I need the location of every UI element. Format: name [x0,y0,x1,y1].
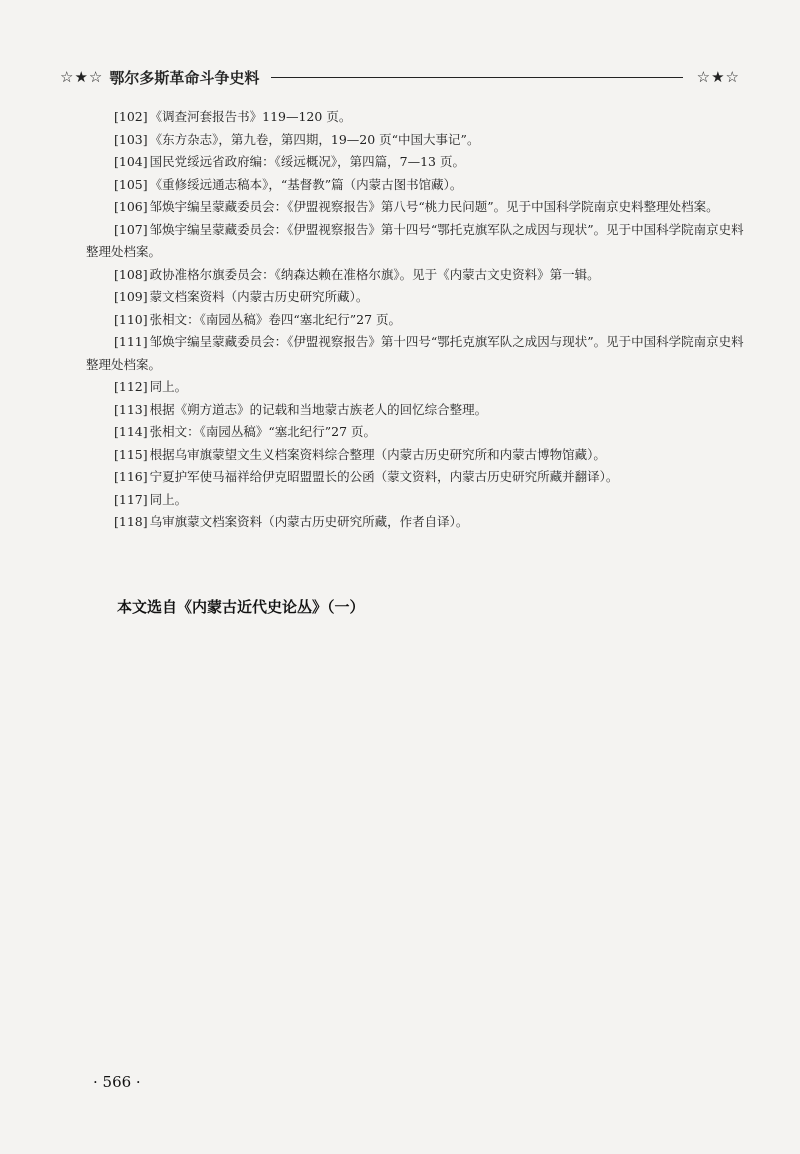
header-stars-left: ☆★☆ [60,68,104,86]
endnote-text: 张相文：《南园丛稿》卷四“塞北纪行”27 页。 [149,311,402,327]
endnote [86,399,746,422]
endnote [86,264,746,287]
endnotes-list [86,106,746,534]
endnote-text: 《调查河套报告书》119—120 页。 [149,109,352,124]
endnote-ref: [109] [114,289,148,304]
endnote-ref: [102] [114,109,148,124]
endnote-ref: [117] [114,491,148,507]
endnote-ref: [115] [114,446,148,462]
running-header [60,64,740,90]
header-title: 鄂尔多斯革命斗争史料 [109,68,260,87]
endnote-text: 国民党绥远省政府编：《绥远概况》，第四篇，7—13 页。 [149,154,465,169]
endnote-ref: [108] [114,266,148,282]
endnote-ref: [106] [114,199,148,214]
endnote [86,489,746,512]
endnote-ref: [111] [114,334,148,349]
endnote [86,106,746,129]
page-number: · 566 · [93,1073,141,1091]
source-note: 本文选自《内蒙古近代史论丛》（一） [117,598,365,616]
endnote [86,309,746,332]
endnote [86,174,746,197]
endnote-ref: [104] [114,154,148,169]
endnote-text: 邹焕宇编呈蒙藏委员会：《伊盟视察报告》第十四号“鄂托克旗军队之成因与现状”。见于中国科学院南京史料整理处档案。 [86,334,744,372]
endnote [86,331,746,376]
endnote-text: 同上。 [149,379,188,394]
endnote-ref: [112] [114,379,148,394]
endnote [86,511,746,534]
endnote-ref: [105] [114,176,148,192]
endnote [86,151,746,174]
endnote [86,376,746,399]
endnote-text: 邹焕宇编呈蒙藏委员会：《伊盟视察报告》第八号“桃力民问题”。见于中国科学院南京史料整理处档案。 [149,199,719,214]
endnote-ref: [114] [114,424,148,439]
endnote-text: 根据乌审旗蒙望文生义档案资料综合整理（内蒙古历史研究所和内蒙古博物馆藏）。 [149,446,606,462]
endnote-text: 政协准格尔旗委员会：《纳森达赖在准格尔旗》。见于《内蒙古文史资料》第一辑。 [149,266,600,282]
endnote-text: 张相文：《南园丛稿》“塞北纪行”27 页。 [149,424,377,439]
endnote-text: 《重修绥远通志稿本》，“基督教”篇（内蒙古图书馆藏）。 [149,176,463,192]
endnote-text: 《东方杂志》，第九卷，第四期，19—20 页“中国大事记”。 [149,131,480,147]
endnote [86,196,746,219]
endnote-text: 根据《朔方道志》的记载和当地蒙古族老人的回忆综合整理。 [149,401,488,417]
endnote-text: 宁夏护军使马福祥给伊克昭盟盟长的公函（蒙文资料，内蒙古历史研究所藏并翻译）。 [149,469,619,484]
endnote-ref: [118] [114,514,148,529]
endnote-ref: [107] [114,221,148,237]
endnote [86,466,746,489]
header-rule [271,77,682,78]
endnote-ref: [110] [114,311,148,327]
endnote [86,219,746,264]
endnote-ref: [113] [114,401,148,417]
endnote-text: 邹焕宇编呈蒙藏委员会：《伊盟视察报告》第十四号“鄂托克旗军队之成因与现状”。见于中国科学院南京史料整理处档案。 [86,221,744,259]
endnote-ref: [116] [114,469,148,484]
endnote-ref: [103] [114,131,148,147]
endnote [86,444,746,467]
endnote-text: 同上。 [149,491,188,507]
header-stars-right: ☆★☆ [696,68,740,86]
endnote-text: 乌审旗蒙文档案资料（内蒙古历史研究所藏，作者自译）。 [149,514,469,529]
endnote-text: 蒙文档案资料（内蒙古历史研究所藏）。 [149,289,369,304]
endnote [86,286,746,309]
endnote [86,421,746,444]
endnote [86,129,746,152]
